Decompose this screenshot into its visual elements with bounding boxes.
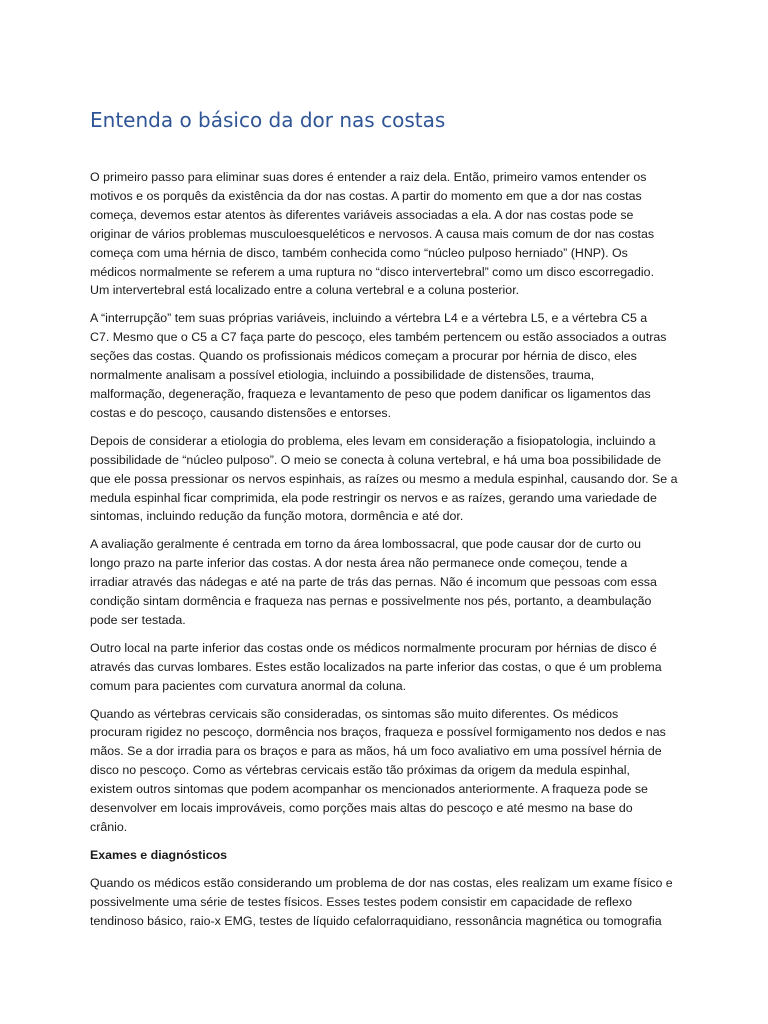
document-title: Entenda o básico da dor nas costas	[90, 108, 446, 132]
section-heading: Exames e diagnósticos	[90, 847, 228, 862]
text-line: Outro local na parte inferior das costas onde os médicos normalmente procuram por hérnias de disco é	[90, 640, 657, 655]
text-line: tendinoso básico, raio-x EMG, testes de líquido cefalorraquidiano, ressonância magnética ou tomografia	[90, 913, 662, 928]
text-line: A “interrupção” tem suas próprias variáveis, incluindo a vértebra L4 e a vértebra L5, e a vértebra C5 a	[90, 311, 648, 326]
paragraph	[90, 705, 680, 837]
paragraph	[90, 639, 680, 696]
text-line: Quando os médicos estão considerando um problema de dor nas costas, eles realizam um exame físico e	[90, 875, 673, 890]
text-line: possibilidade de “núcleo pulposo”. O meio se conecta à coluna vertebral, e há uma boa possibilidade de	[90, 452, 662, 467]
text-line: pode ser testada.	[90, 612, 186, 627]
text-line: originar de vários problemas musculoesqueléticos e nervosos. A causa mais comum de dor nas costas	[90, 226, 655, 241]
text-line: comum para pacientes com curvatura anormal da coluna.	[90, 678, 407, 693]
text-line: O primeiro passo para eliminar suas dores é entender a raiz dela. Então, primeiro vamos entender os	[90, 170, 647, 184]
paragraph	[90, 309, 680, 422]
document-body	[90, 168, 680, 837]
text-line: começa com uma hérnia de disco, também conhecida como “núcleo pulposo herniado” (HNP). Os	[90, 245, 628, 260]
text-line: médicos normalmente se referem a uma ruptura no “disco intervertebral” como um disco escorregadio.	[90, 264, 655, 279]
text-line: condição sintam dormência e fraqueza nas pernas e possivelmente nos pés, portanto, a deambulação	[90, 594, 652, 609]
paragraph	[90, 874, 680, 931]
text-line: que ele possa pressionar os nervos espinhais, as raízes ou mesmo a medula espinhal, causando dor. Se a	[90, 471, 678, 486]
text-line: através das curvas lombares. Estes estão localizados na parte inferior das costas, o que é um problema	[90, 659, 662, 674]
text-line: sintomas, incluindo redução da função motora, dormência e até dor.	[90, 509, 464, 524]
text-line: Depois de considerar a etiologia do problema, eles levam em consideração a fisiopatologia, incluindo a	[90, 433, 656, 448]
text-line: existem outros sintomas que podem acompanhar os mencionados anteriormente. A fraqueza pode se	[90, 782, 648, 797]
text-line: possivelmente uma série de testes físicos. Esses testes podem consistir em capacidade de reflexo	[90, 894, 633, 909]
text-line: normalmente analisam a possível etiologia, incluindo a possibilidade de distensões, trauma,	[90, 368, 595, 383]
text-line: desenvolver em locais improváveis, como porções mais altas do pescoço e até mesmo na base do	[90, 801, 633, 816]
text-line: C7. Mesmo que o C5 a C7 faça parte do pescoço, eles também pertencem ou estão associados a outras	[90, 330, 667, 345]
text-line: mãos. Se a dor irradia para os braços e para as mãos, há um foco avaliativo em uma possível hérnia de	[90, 744, 662, 759]
document-page	[90, 104, 680, 940]
text-line: começa, devemos estar atentos às diferentes variáveis associadas a ela. A dor nas costas pode se	[90, 207, 634, 222]
text-line: motivos e os porquês da existência da dor nas costas. A partir do momento em que a dor nas costas	[90, 188, 642, 203]
text-line: longo prazo na parte inferior das costas. A dor nesta área não permanece onde começou, tende a	[90, 556, 628, 571]
text-line: irradiar através das nádegas e até na parte de trás das pernas. Não é incomum que pessoas com essa	[90, 575, 657, 590]
text-line: Um intervertebral está localizado entre a coluna vertebral e a coluna posterior.	[90, 283, 520, 298]
text-line: malformação, degeneração, fraqueza e levantamento de peso que podem danificar os ligamentos das	[90, 386, 651, 401]
paragraph	[90, 535, 680, 630]
text-line: medula espinhal ficar comprimida, ela pode restringir os nervos e as raízes, gerando uma variedade de	[90, 490, 657, 505]
text-line: Quando as vértebras cervicais são consideradas, os sintomas são muito diferentes. Os médicos	[90, 706, 619, 721]
paragraph	[90, 432, 680, 527]
text-line: crânio.	[90, 820, 128, 834]
text-line: seções das costas. Quando os profissionais médicos começam a procurar por hérnia de disco, eles	[90, 349, 637, 364]
text-line: disco no pescoço. Como as vértebras cervicais estão tão próximas da origem da medula espinhal,	[90, 763, 630, 778]
paragraph	[90, 168, 680, 300]
text-line: costas e do pescoço, causando distensões e entorses.	[90, 405, 392, 420]
text-line: procuram rigidez no pescoço, dormência nos braços, fraqueza e possível formigamento nos dedos e nas	[90, 725, 666, 740]
text-line: A avaliação geralmente é centrada em torno da área lombossacral, que pode causar dor de curto ou	[90, 537, 642, 552]
